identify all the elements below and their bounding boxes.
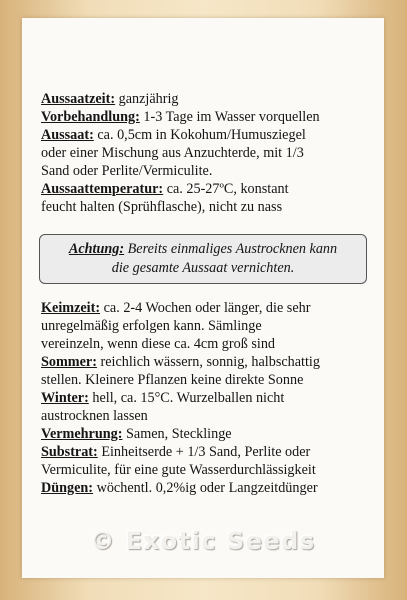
text-substrat-1: Einheitserde + 1/3 Sand, Perlite oder: [97, 444, 311, 460]
entry-vermehrung: [41, 425, 381, 443]
text-winter-1: hell, ca. 15°C. Wurzelballen nicht: [88, 390, 285, 406]
label-vorbehandlung: Vorbehandlung:: [41, 109, 140, 125]
text-vorbehandlung: 1-3 Tage im Wasser vorquellen: [139, 109, 320, 125]
text-aussaatzeit: ganzjährig: [115, 91, 179, 107]
text-aussaat-1: ca. 0,5cm in Kokohum/Humusziegel: [93, 127, 306, 143]
entry-substrat: [41, 443, 381, 479]
text-winter-2: austrocknen lassen: [41, 408, 148, 424]
label-duengen: Düngen:: [41, 480, 94, 496]
label-keimzeit: Keimzeit:: [41, 300, 101, 316]
entry-winter: [41, 389, 381, 425]
text-keimzeit-3: vereinzeln, wenn diese ca. 4cm groß sind: [41, 336, 276, 352]
text-sommer-1: reichlich wässern, sonnig, halbschattig: [96, 354, 320, 370]
text-substrat-2: Vermiculite, für eine gute Wasserdurchlässigkeit: [41, 462, 316, 478]
text-aussaat-3: Sand oder Perlite/Vermiculite.: [41, 163, 213, 179]
care-instructions-top: [41, 90, 381, 216]
warning-text-1: Bereits einmaliges Austrocknen kann: [124, 241, 338, 257]
label-sommer: Sommer:: [41, 354, 97, 370]
care-instructions-bottom: [41, 299, 381, 497]
entry-sommer: [41, 353, 381, 389]
warning-text-2: die gesamte Aussaat vernichten.: [111, 260, 295, 276]
text-vermehrung: Samen, Stecklinge: [122, 426, 232, 442]
label-substrat: Substrat:: [41, 444, 98, 460]
warning-box: [39, 234, 367, 284]
text-aussaattemperatur-1: ca. 25-27ºC, konstant: [163, 181, 289, 197]
label-winter: Winter:: [41, 390, 89, 406]
entry-aussaatzeit: [41, 90, 381, 108]
text-sommer-2: stellen. Kleinere Pflanzen keine direkte Sonne: [41, 372, 304, 388]
text-aussaattemperatur-2: feucht halten (Sprühflasche), nicht zu nass: [41, 199, 283, 215]
label-vermehrung: Vermehrung:: [41, 426, 123, 442]
entry-keimzeit: [41, 299, 381, 353]
entry-aussaat: [41, 126, 381, 180]
label-aussaatzeit: Aussaatzeit:: [41, 91, 116, 107]
text-keimzeit-1: ca. 2-4 Wochen oder länger, die sehr: [100, 300, 311, 316]
entry-duengen: [41, 479, 381, 497]
copyright-watermark: © Exotic Seeds: [90, 527, 316, 555]
entry-aussaattemperatur: [41, 180, 381, 216]
text-aussaat-2: oder einer Mischung aus Anzuchterde, mit 1/3: [41, 145, 304, 161]
label-aussaattemperatur: Aussaattemperatur:: [41, 181, 164, 197]
text-keimzeit-2: unregelmäßig erfolgen kann. Sämlinge: [41, 318, 262, 334]
entry-vorbehandlung: [41, 108, 381, 126]
text-duengen: wöchentl. 0,2%ig oder Langzeitdünger: [93, 480, 318, 496]
label-aussaat: Aussaat:: [41, 127, 94, 143]
label-achtung: Achtung:: [68, 241, 125, 257]
